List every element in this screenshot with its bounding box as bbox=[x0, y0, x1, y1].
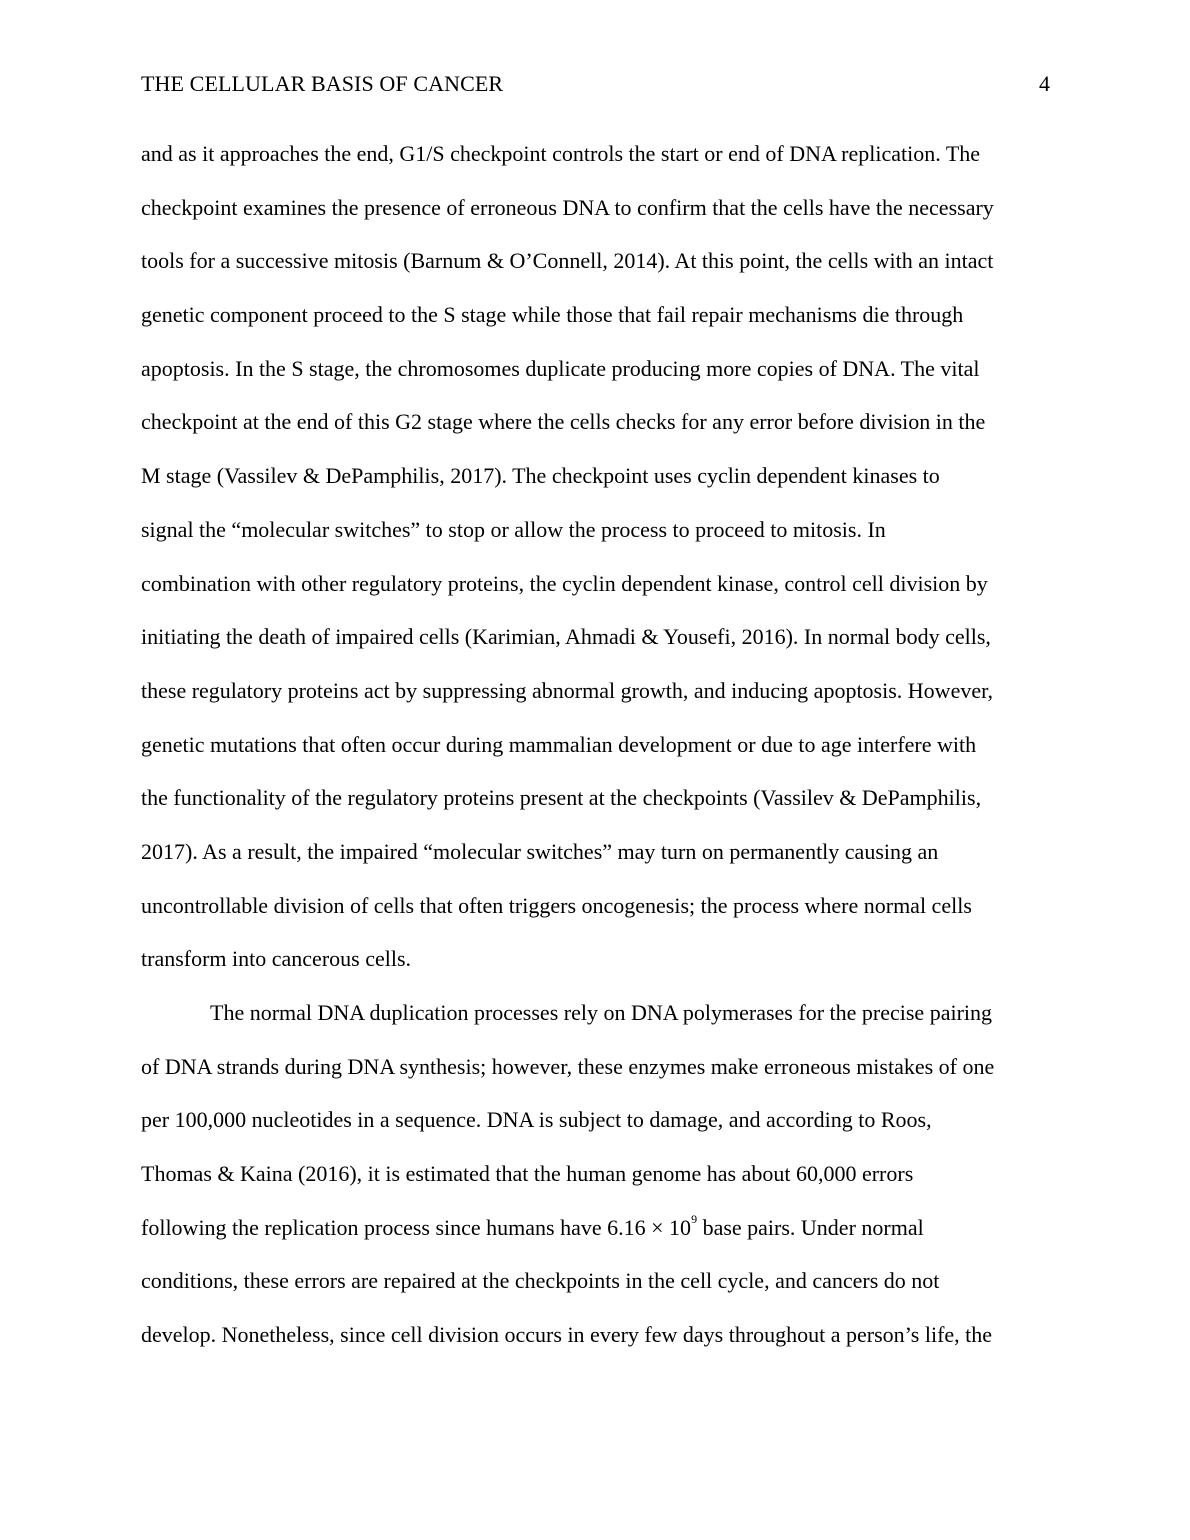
text-line: tools for a successive mitosis (Barnum & O’Connell, 2014). At this point, the cells with an intact bbox=[141, 248, 994, 274]
text-segment: following the replication process since humans have 6.16 × 10 bbox=[141, 1214, 692, 1240]
text-line: signal the “molecular switches” to stop or allow the process to proceed to mitosis. In bbox=[141, 516, 886, 542]
paragraph-2 bbox=[141, 994, 1051, 1370]
text-line: these regulatory proteins act by suppressing abnormal growth, and inducing apoptosis. However, bbox=[141, 677, 994, 703]
text-line: transform into cancerous cells. bbox=[141, 946, 412, 972]
text-line: apoptosis. In the S stage, the chromosomes duplicate producing more copies of DNA. The vital bbox=[141, 355, 980, 381]
page-number: 4 bbox=[1039, 71, 1050, 96]
text-line: combination with other regulatory proteins, the cyclin dependent kinase, control cell division by bbox=[141, 570, 988, 596]
text-line: The normal DNA duplication processes rely on DNA polymerases for the precise pairing bbox=[210, 1000, 993, 1025]
text-line: 2017). As a result, the impaired “molecular switches” may turn on permanently causing an bbox=[141, 838, 939, 864]
text-line: checkpoint examines the presence of erroneous DNA to confirm that the cells have the necessary bbox=[141, 194, 994, 220]
text-line: conditions, these errors are repaired at the checkpoints in the cell cycle, and cancers do not bbox=[141, 1268, 940, 1294]
text-line: initiating the death of impaired cells (Karimian, Ahmadi & Yousefi, 2016). In normal body cells, bbox=[141, 624, 991, 650]
text-line: uncontrollable division of cells that often triggers oncogenesis; the process where normal cells bbox=[141, 892, 972, 918]
text-line: the functionality of the regulatory proteins present at the checkpoints (Vassilev & DePamphilis, bbox=[141, 785, 982, 811]
body-text bbox=[141, 135, 1051, 1370]
text-line: checkpoint at the end of this G2 stage where the cells checks for any error before division in the bbox=[141, 409, 986, 435]
text-line: Thomas & Kaina (2016), it is estimated that the human genome has about 60,000 errors bbox=[141, 1161, 914, 1187]
text-line: develop. Nonetheless, since cell division occurs in every few days throughout a person’s life, the bbox=[141, 1322, 993, 1348]
text-line: genetic component proceed to the S stage while those that fail repair mechanisms die through bbox=[141, 302, 964, 328]
text-line: M stage (Vassilev & DePamphilis, 2017). The checkpoint uses cyclin dependent kinases to bbox=[141, 463, 940, 489]
text-line: and as it approaches the end, G1/S checkpoint controls the start or end of DNA replication. The bbox=[141, 141, 981, 166]
running-head: THE CELLULAR BASIS OF CANCER bbox=[141, 71, 504, 96]
paragraph-1 bbox=[141, 135, 1051, 994]
text-line: per 100,000 nucleotides in a sequence. DNA is subject to damage, and according to Roos, bbox=[141, 1107, 932, 1133]
text-segment: base pairs. Under normal bbox=[697, 1214, 924, 1240]
exponent: 9 bbox=[691, 1212, 698, 1227]
text-line: genetic mutations that often occur during mammalian development or due to age interfere with bbox=[141, 731, 977, 757]
text-line-with-exponent bbox=[141, 1209, 1051, 1263]
text-line: of DNA strands during DNA synthesis; however, these enzymes make erroneous mistakes of one bbox=[141, 1053, 995, 1079]
